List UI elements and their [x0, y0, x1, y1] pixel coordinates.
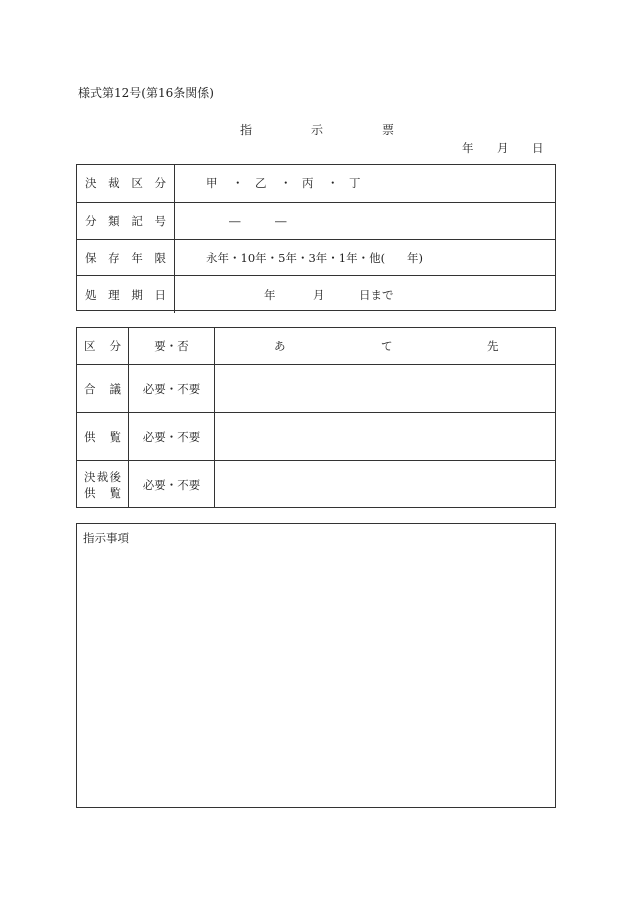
header-category: 区 分 [77, 328, 129, 364]
decision-category-options[interactable]: 甲 ・ 乙 ・ 丙 ・ 丁 [206, 176, 361, 191]
retention-other-unit: 年) [407, 250, 423, 265]
dash: ― [229, 214, 241, 229]
option-tei[interactable]: 丁 [349, 176, 361, 191]
routing-header-row [77, 328, 555, 364]
row-label: 分 類 記 号 [77, 203, 175, 240]
dash: ― [275, 214, 287, 229]
row-label: 合 議 [77, 365, 129, 413]
info-table [76, 164, 556, 311]
row-label: 供 覧 [77, 413, 129, 461]
instructions-label: 指示事項 [83, 531, 129, 545]
recipient-field[interactable] [215, 365, 555, 413]
title-char: 票 [382, 123, 395, 137]
row-decision-category [77, 165, 555, 202]
routing-row-consultation [77, 364, 555, 413]
date-year: 年 [462, 141, 474, 155]
processing-deadline-field[interactable]: 年 月 日まで [264, 287, 394, 302]
classification-code-field[interactable] [175, 203, 555, 240]
required-choice[interactable]: 必要・不要 [129, 413, 215, 461]
date-month: 月 [497, 141, 509, 155]
retention-period-options[interactable] [175, 240, 555, 277]
routing-row-post-decision-circulation [77, 460, 555, 508]
date-line [0, 140, 630, 156]
routing-row-circulation [77, 412, 555, 461]
option-otsu[interactable]: 乙 [255, 176, 267, 191]
row-label: 決 裁 後 供 覧 [77, 461, 129, 508]
title-char: 示 [311, 123, 324, 137]
required-choice[interactable]: 必要・不要 [129, 365, 215, 413]
header-required: 要・否 [129, 328, 215, 364]
routing-table [76, 327, 556, 508]
required-choice[interactable]: 必要・不要 [129, 461, 215, 508]
option-kou[interactable]: 甲 [206, 176, 218, 191]
row-label: 処 理 期 日 [77, 276, 175, 313]
header-recipient: あ て 先 [274, 339, 499, 353]
row-retention-period [77, 239, 555, 277]
date-day: 日 [532, 141, 544, 155]
document-title [0, 121, 630, 137]
row-label: 決 裁 区 分 [77, 165, 175, 202]
row-processing-deadline [77, 275, 555, 313]
recipient-field[interactable] [215, 461, 555, 508]
instructions-box[interactable] [76, 523, 556, 808]
option-hei[interactable]: 丙 [302, 176, 314, 191]
row-label: 保 存 年 限 [77, 240, 175, 277]
form-number: 様式第12号(第16条関係) [78, 86, 214, 100]
retention-choices[interactable]: 永年・10年・5年・3年・1年・他( [206, 250, 386, 265]
recipient-field[interactable] [215, 413, 555, 461]
row-classification-code [77, 202, 555, 240]
title-char: 指 [240, 123, 253, 137]
